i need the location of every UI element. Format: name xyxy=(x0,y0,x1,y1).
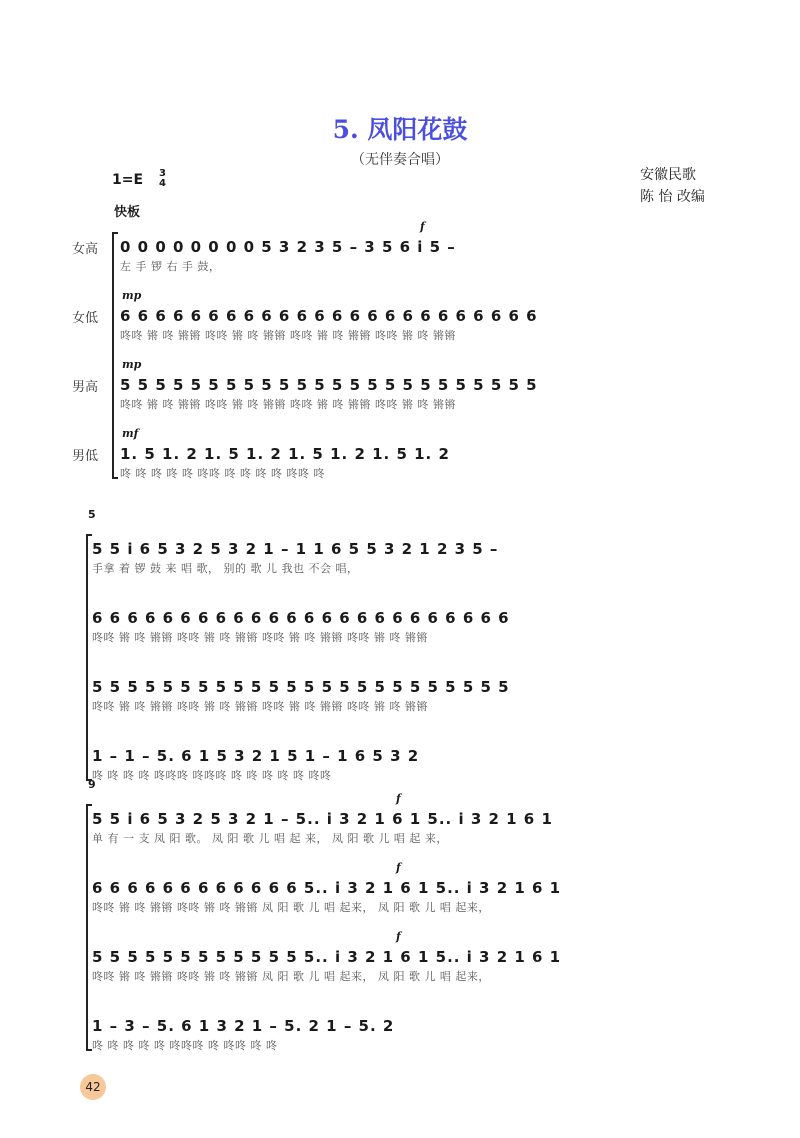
stave-notes: 0 0 0 0 0 0 0 0 5 3 2 3 5 – 3 5 6 i 5 – xyxy=(120,238,456,256)
stave-lyrics: 咚咚 锵 咚 锵锵 咚咚 锵 咚 锵锵 咚咚 锵 咚 锵锵 咚咚 锵 咚 锵锵 xyxy=(120,329,456,342)
stave-lyrics: 咚 咚 咚 咚 咚 咚咚 咚 咚 咚 咚 咚咚 咚 xyxy=(120,467,325,480)
meter-top: 3 xyxy=(159,168,166,179)
voice-label: 女高 xyxy=(72,242,99,257)
meter-bottom: 4 xyxy=(159,178,166,189)
system-number: 9 xyxy=(88,778,96,791)
stave-lyrics: 咚咚 锵 咚 锵锵 咚咚 锵 咚 锵锵 凤 阳 歌 儿 唱 起来， 凤 阳 歌 儿 唱 起来， xyxy=(92,901,490,914)
voice-label: 女低 xyxy=(72,311,99,326)
dynamic-marking: mp xyxy=(122,289,142,302)
system-number: 5 xyxy=(88,508,96,521)
voice-label: 男低 xyxy=(72,449,99,464)
dynamic-marking: f xyxy=(420,220,425,233)
system-brace xyxy=(112,232,118,479)
stave-lyrics: 咚 咚 咚 咚 咚咚咚 咚咚咚 咚 咚 咚 咚 咚 咚咚 xyxy=(92,769,332,782)
dynamic-marking: mf xyxy=(122,427,139,440)
stave-notes: 5 5 5 5 5 5 5 5 5 5 5 5 5 5 5 5 5 5 5 5 5 5 5 5 xyxy=(92,678,510,696)
stave-lyrics: 单 有 一 支 凤 阳 歌。 凤 阳 歌 儿 唱 起 来， 凤 阳 歌 儿 唱 起 来， xyxy=(92,832,448,845)
voice-label: 男高 xyxy=(72,380,99,395)
stave-lyrics: 咚咚 锵 咚 锵锵 咚咚 锵 咚 锵锵 咚咚 锵 咚 锵锵 咚咚 锵 咚 锵锵 xyxy=(92,700,428,713)
tempo-marking: 快板 xyxy=(114,205,141,220)
dynamic-marking: mp xyxy=(122,358,142,371)
dynamic-marking: f xyxy=(396,861,401,874)
stave-lyrics: 咚 咚 咚 咚 咚 咚咚咚 咚 咚咚 咚 咚 xyxy=(92,1039,278,1052)
stave-notes: 5 5 i 6 5 3 2 5 3 2 1 – 5.. i 3 2 1 6 1 5.. i 3 2 1 6 1 xyxy=(92,810,553,828)
stave-notes: 5 5 i 6 5 3 2 5 3 2 1 – 1 1 6 5 5 3 2 1 2 3 5 – xyxy=(92,540,499,558)
stave-notes: 1. 5 1. 2 1. 5 1. 2 1. 5 1. 2 1. 5 1. 2 xyxy=(120,445,450,463)
stave-notes: 6 6 6 6 6 6 6 6 6 6 6 6 5.. i 3 2 1 6 1 5.. i 3 2 1 6 1 xyxy=(92,879,562,897)
stave-notes: 1 – 1 – 5. 6 1 5 3 2 1 5 1 – 1 6 5 3 2 xyxy=(92,747,420,765)
stave-lyrics: 咚咚 锵 咚 锵锵 咚咚 锵 咚 锵锵 咚咚 锵 咚 锵锵 咚咚 锵 咚 锵锵 xyxy=(120,398,456,411)
stave-notes: 6 6 6 6 6 6 6 6 6 6 6 6 6 6 6 6 6 6 6 6 6 6 6 6 xyxy=(120,307,538,325)
stave-notes: 5 5 5 5 5 5 5 5 5 5 5 5 5.. i 3 2 1 6 1 5.. i 3 2 1 6 1 xyxy=(92,948,562,966)
stave-notes: 6 6 6 6 6 6 6 6 6 6 6 6 6 6 6 6 6 6 6 6 6 6 6 6 xyxy=(92,609,510,627)
stave-lyrics: 手拿 着 锣 鼓 来 唱 歌， 别的 歌 儿 我也 不会 唱， xyxy=(92,562,359,575)
page-number: 42 xyxy=(80,1074,106,1100)
origin-credit: 安徽民歌 xyxy=(640,167,696,183)
stave-notes: 5 5 5 5 5 5 5 5 5 5 5 5 5 5 5 5 5 5 5 5 5 5 5 5 xyxy=(120,376,538,394)
song-title: 5. 凤阳花鼓 xyxy=(332,115,468,144)
time-signature xyxy=(159,169,166,189)
arranger-credit: 陈 怡 改编 xyxy=(640,189,705,205)
stave-lyrics: 咚咚 锵 咚 锵锵 咚咚 锵 咚 锵锵 咚咚 锵 咚 锵锵 咚咚 锵 咚 锵锵 xyxy=(92,631,428,644)
stave-lyrics: 咚咚 锵 咚 锵锵 咚咚 锵 咚 锵锵 凤 阳 歌 儿 唱 起来， 凤 阳 歌 儿 唱 起来， xyxy=(92,970,490,983)
stave-lyrics: 左 手 锣 右 手 鼓， xyxy=(120,260,221,273)
stave-notes: 1 – 3 – 5. 6 1 3 2 1 – 5. 2 1 – 5. 2 xyxy=(92,1017,395,1035)
song-subtitle: （无伴奏合唱） xyxy=(351,152,449,168)
key-signature: 1=E xyxy=(112,172,144,188)
dynamic-marking: f xyxy=(396,792,401,805)
dynamic-marking: f xyxy=(396,930,401,943)
